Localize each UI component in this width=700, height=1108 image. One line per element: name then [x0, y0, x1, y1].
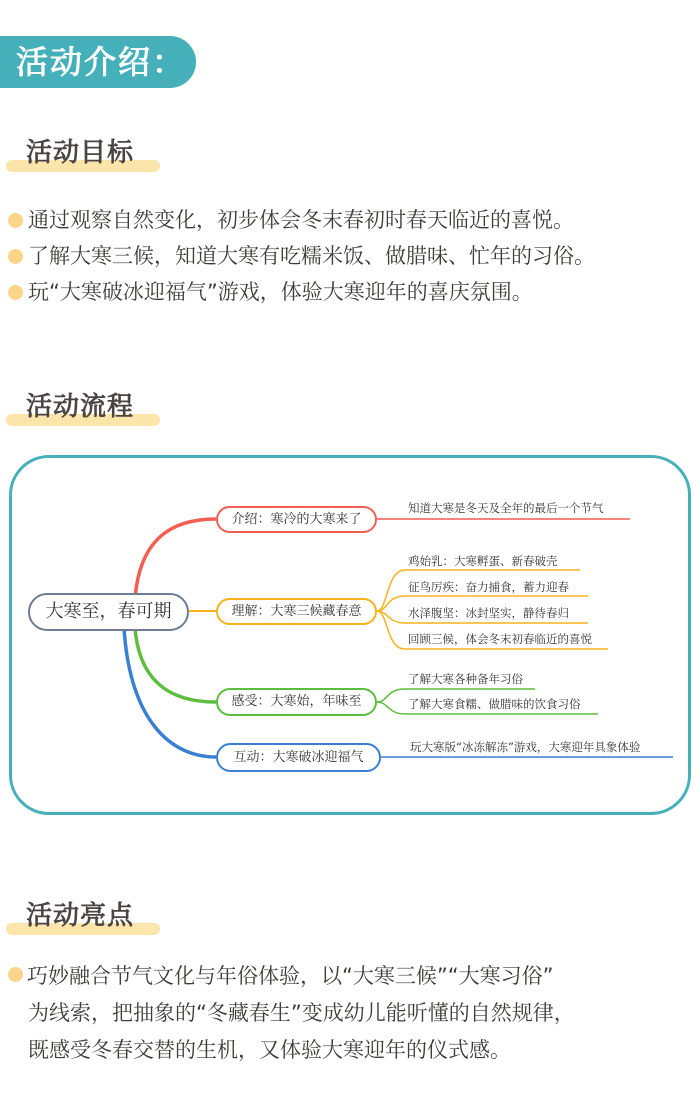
section-title-text: 活动目标	[26, 138, 135, 168]
mindmap-leaf: 知道大寒是冬天及全年的最后一个节气	[408, 501, 604, 515]
section-title-highlights	[6, 895, 160, 935]
mindmap-branch-understand: 理解：大寒三候藏春意	[216, 598, 377, 625]
mindmap-leaf: 水泽腹坚：冰封坚实，静待春归	[408, 606, 569, 620]
mindmap-branch-interact: 互动：大寒破冰迎福气	[216, 743, 381, 772]
mindmap-branch-intro: 介绍：寒冷的大寒来了	[216, 506, 377, 533]
highlights-paragraph: 巧妙融合节气文化与年俗体验，以“大寒三候”“大寒习俗” 为线索，把抽象的“冬藏春生”变成幼儿能听懂的自然规律， 既感受冬春交替的生机，又体验大寒迎年的仪式感。	[8, 958, 698, 1069]
mindmap-leaf: 鸡始乳：大寒孵蛋、新春破壳	[408, 554, 558, 568]
mindmap-leaf: 玩大寒版“冰冻解冻”游戏，大寒迎年具象体验	[410, 740, 641, 754]
list-item: 玩“大寒破冰迎福气”游戏，体验大寒迎年的喜庆氛围。	[8, 274, 698, 310]
page-title: 活动介绍：	[0, 36, 196, 88]
list-item: 通过观察自然变化，初步体会冬末春初时春天临近的喜悦。	[8, 202, 698, 238]
mindmap-branch-feel: 感受：大寒始，年味至	[216, 688, 377, 716]
section-title-text: 活动亮点	[26, 901, 135, 931]
mindmap-leaf: 了解大寒食糯、做腊味的饮食习俗	[408, 697, 581, 711]
bullet-dot-icon	[8, 967, 23, 982]
mindmap-leaf: 回顾三候，体会冬末初春临近的喜悦	[408, 632, 592, 646]
mindmap-root: 大寒至，春可期	[28, 593, 189, 631]
mindmap-leaf: 征鸟厉疾：奋力捕食，蓄力迎春	[408, 580, 569, 594]
section-title-text: 活动流程	[26, 392, 135, 422]
list-item: 了解大寒三候，知道大寒有吃糯米饭、做腊味、忙年的习俗。	[8, 238, 698, 274]
mindmap-leaf: 了解大寒各种备年习俗	[408, 672, 523, 686]
